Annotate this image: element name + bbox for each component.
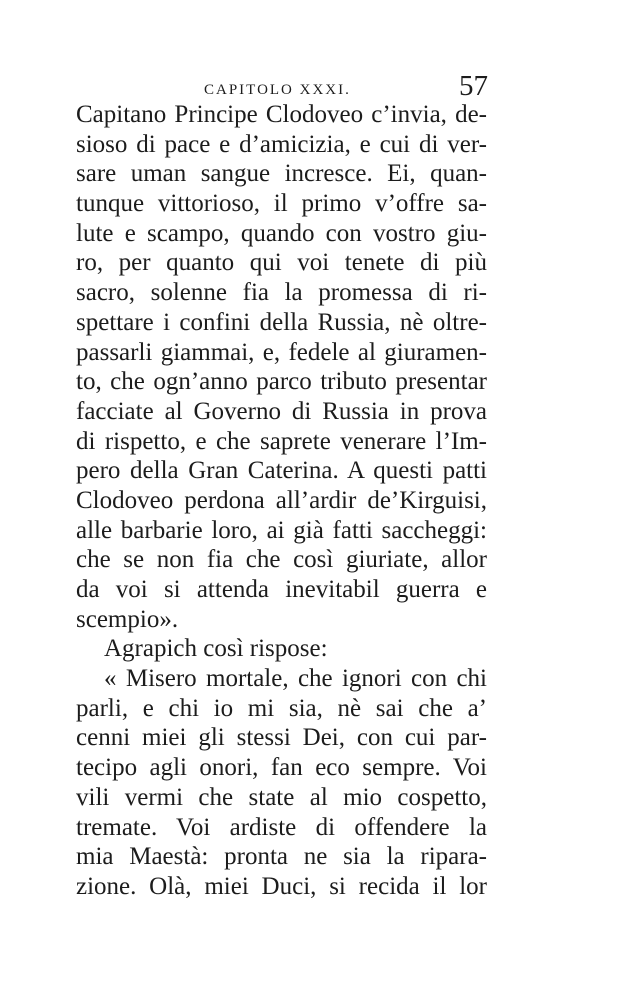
page-header <box>204 70 488 102</box>
text-line: sioso di pace e d’amicizia, e cui di ver- <box>76 130 487 158</box>
text-line: di rispetto, e che saprete venerare l’Im- <box>76 427 487 455</box>
text-line: sacro, solenne fia la promessa di ri- <box>76 279 487 307</box>
text-line: tunque vittorioso, il primo v’offre sa- <box>76 190 487 218</box>
running-head: CAPITOLO XXXI. <box>204 82 351 98</box>
text-line: mia Maestà: pronta ne sia la ripara- <box>76 843 487 871</box>
text-line: alle barbarie loro, ai già fatti saccheggi: <box>76 516 487 544</box>
text-line: da voi si attenda inevitabil guerra e <box>76 576 487 603</box>
text-line: facciate al Governo di Russia in prova <box>76 397 487 425</box>
text-line: cenni miei gli stessi Dei, con cui par- <box>76 724 487 752</box>
text-line: Clodoveo perdona all’ardir de’Kirguisi, <box>76 486 487 514</box>
text-line: spettare i confini della Russia, nè oltre- <box>76 308 487 336</box>
text-line: Agrapich così rispose: <box>104 635 328 663</box>
text-line: tremate. Voi ardiste di offendere la <box>76 813 487 841</box>
text-line: passarli giammai, e, fedele al giuramen- <box>76 338 487 366</box>
text-line: che se non fia che così giuriate, allor <box>76 546 487 574</box>
text-line: sare uman sangue increscе. Ei, quan- <box>76 160 487 188</box>
text-body <box>76 100 487 902</box>
text-line: « Misero mortale, che ignori con chi <box>104 665 487 693</box>
text-line: pero della Gran Caterina. A questi patti <box>76 457 487 485</box>
page-number: 57 <box>459 70 488 102</box>
text-line: Capitano Principe Clodoveo c’invia, de- <box>76 101 487 128</box>
text-line: parli, e chi io mi sia, nè sai che a’ <box>76 694 487 722</box>
text-line: scempio». <box>76 605 179 633</box>
text-line: vili vermi che state al mio cospetto, <box>76 783 487 811</box>
text-line: tecipo agli onori, fan eco sempre. Voi <box>76 754 487 782</box>
text-line: zione. Olà, miei Duci, si recida il lor <box>76 872 487 900</box>
text-line: to, che ogn’anno parco tributo presentar <box>76 368 487 396</box>
text-line: ro, per quanto qui voi tenete di più <box>76 249 487 277</box>
text-line: lute e scampo, quando con vostro giu- <box>76 219 487 247</box>
